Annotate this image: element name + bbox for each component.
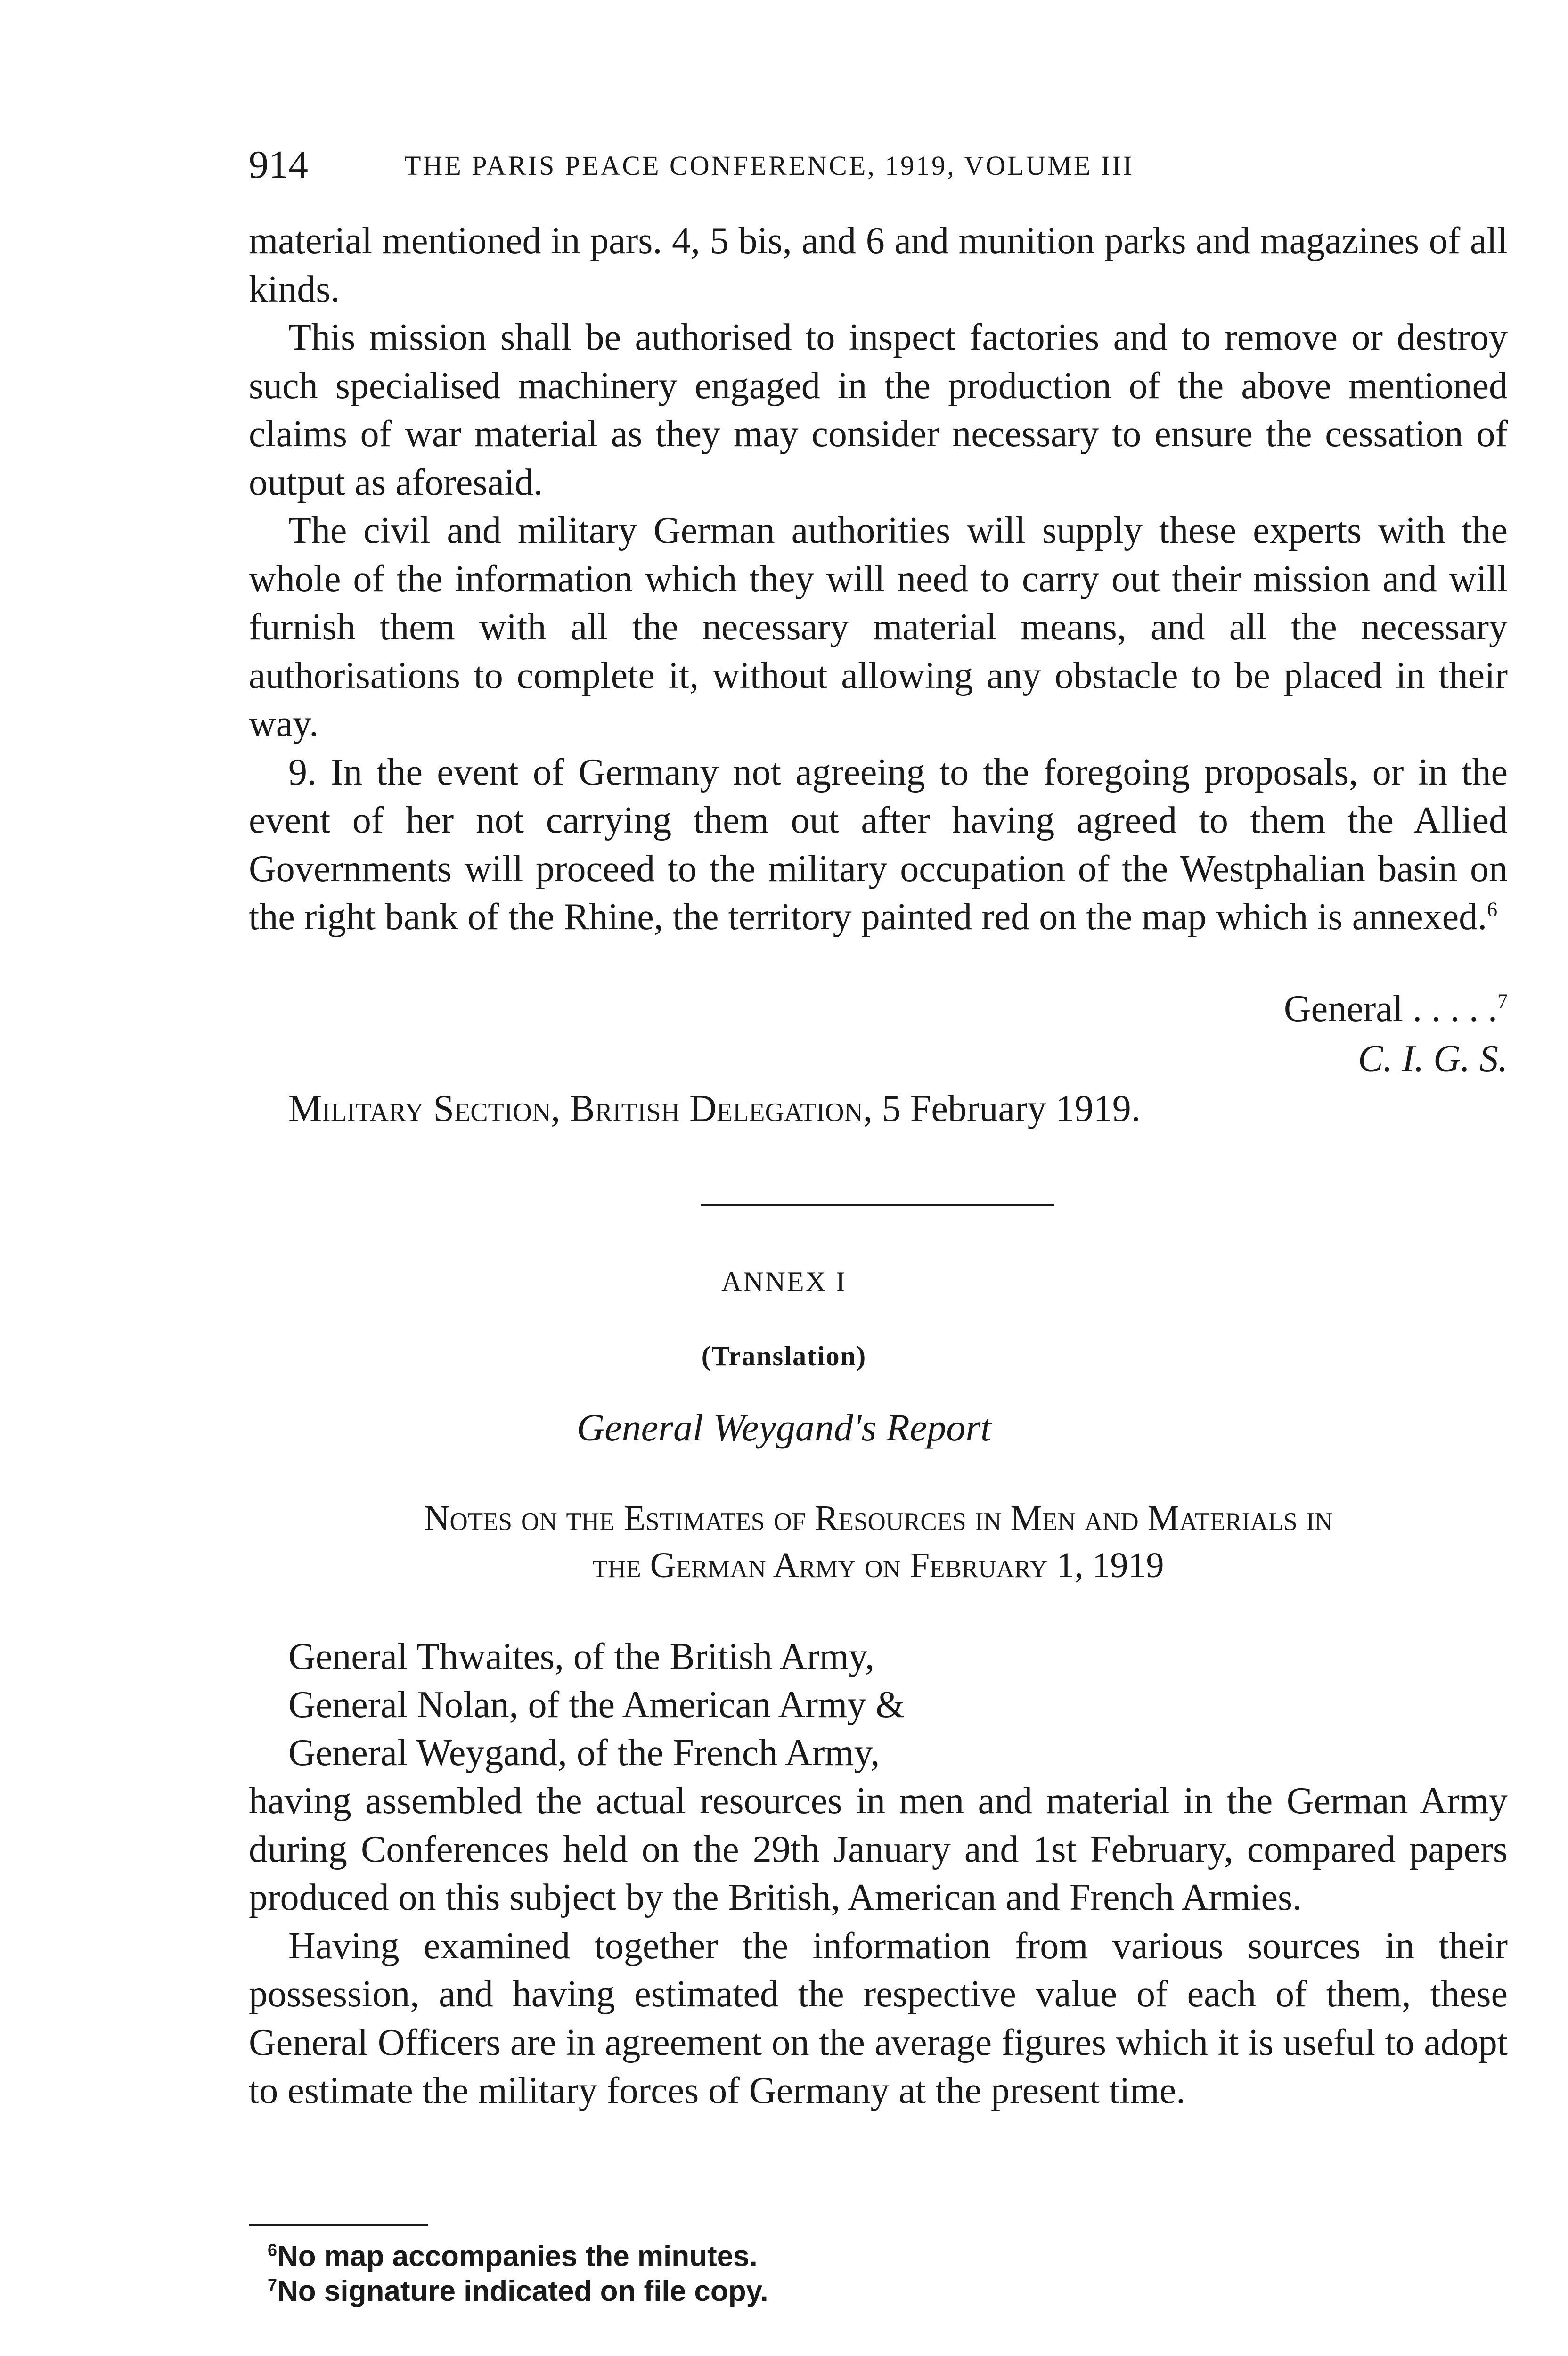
signature-title: C. I. G. S. [1358,1038,1508,1080]
footnote-6-text: No map accompanies the minutes. [277,2240,758,2273]
notes-heading-line-2-prefix: the German Army on February [592,1546,1048,1585]
footnote-7-mark: 7 [268,2275,278,2295]
paragraph-9 [249,748,1508,941]
footnote-6 [268,2239,768,2274]
general-weygand: General Weygand, of the French Army, [288,1732,880,1774]
report-body [249,1777,1508,2115]
report-paragraph-2: Having examined together the information from various sources in their possession, and having estimated the respective value of each of them, these General Officers are in agreement on the average figures which it is useful to adopt to estimate the military forces of Germany at the present time. [249,1925,1508,2111]
page-number: 914 [249,143,308,187]
generals-list [288,1633,905,1777]
notes-heading [249,1495,1508,1589]
paragraph-mission: This mission shall be authorised to inspect factories and to remove or destroy such specialised machinery engaged in the production of the above mentioned claims of war material as they may consider necessary to ensure the cessation of output as aforesaid. [249,317,1508,503]
footnote-ref-6: 6 [1487,898,1498,921]
notes-heading-line-1: Notes on the Estimates of Resources in Men and Materials in [424,1498,1333,1538]
general-thwaites: General Thwaites, of the British Army, [288,1636,875,1677]
footnote-ref-7: 7 [1497,990,1508,1013]
attribution-section: Military Section, British Delegation, [288,1088,873,1129]
footnote-6-mark: 6 [268,2240,278,2260]
footnote-7 [268,2274,768,2309]
signature-general [1284,985,1508,1033]
running-head [249,141,1508,193]
running-title: THE PARIS PEACE CONFERENCE, 1919, VOLUME III [404,150,1134,181]
body-top [249,217,1508,941]
report-continuation: having assembled the actual resources in men and material in the German Army during Conferences held on the 29th January and 1st February, compared papers produced on this subject by the British, American and French Armies. [249,1780,1508,1918]
signature-general-text: General . . . . . [1283,988,1497,1030]
general-nolan: General Nolan, of the American Army & [288,1684,905,1726]
notes-heading-date: 1, 1919 [1056,1546,1164,1585]
section-divider [701,1204,1054,1206]
footnote-rule [249,2224,428,2226]
annex-subtitle: (Translation) [701,1341,867,1371]
footnotes [268,2239,768,2309]
paragraph-authorities: The civil and military German authorities will supply these experts with the whole of the information which they will need to carry out their mission and will furnish them with all the necessary material means, and all the necessary authorisations to complete it, without allowing any obstacle to be placed in their way. [249,510,1508,744]
notes-heading-line-2 [249,1542,1508,1589]
annex-title: ANNEX I [721,1266,847,1297]
paragraph-9-text: 9. In the event of Germany not agreeing to the foregoing proposals, or in the event of her not carrying them out after having agreed to them the Allied Governments will proceed to the military occupation of the Westphalian basin on the right bank of the Rhine, the territory painted red on the map which is annexed. [249,751,1508,938]
paragraph-continuation: material mentioned in pars. 4, 5 bis, and 6 and munition parks and magazines of all kinds. [249,220,1508,310]
attribution-date: 5 February 1919. [882,1088,1141,1129]
report-title: General Weygand's Report [577,1406,991,1449]
attribution [288,1085,1141,1133]
footnote-7-text: No signature indicated on file copy. [277,2275,768,2307]
